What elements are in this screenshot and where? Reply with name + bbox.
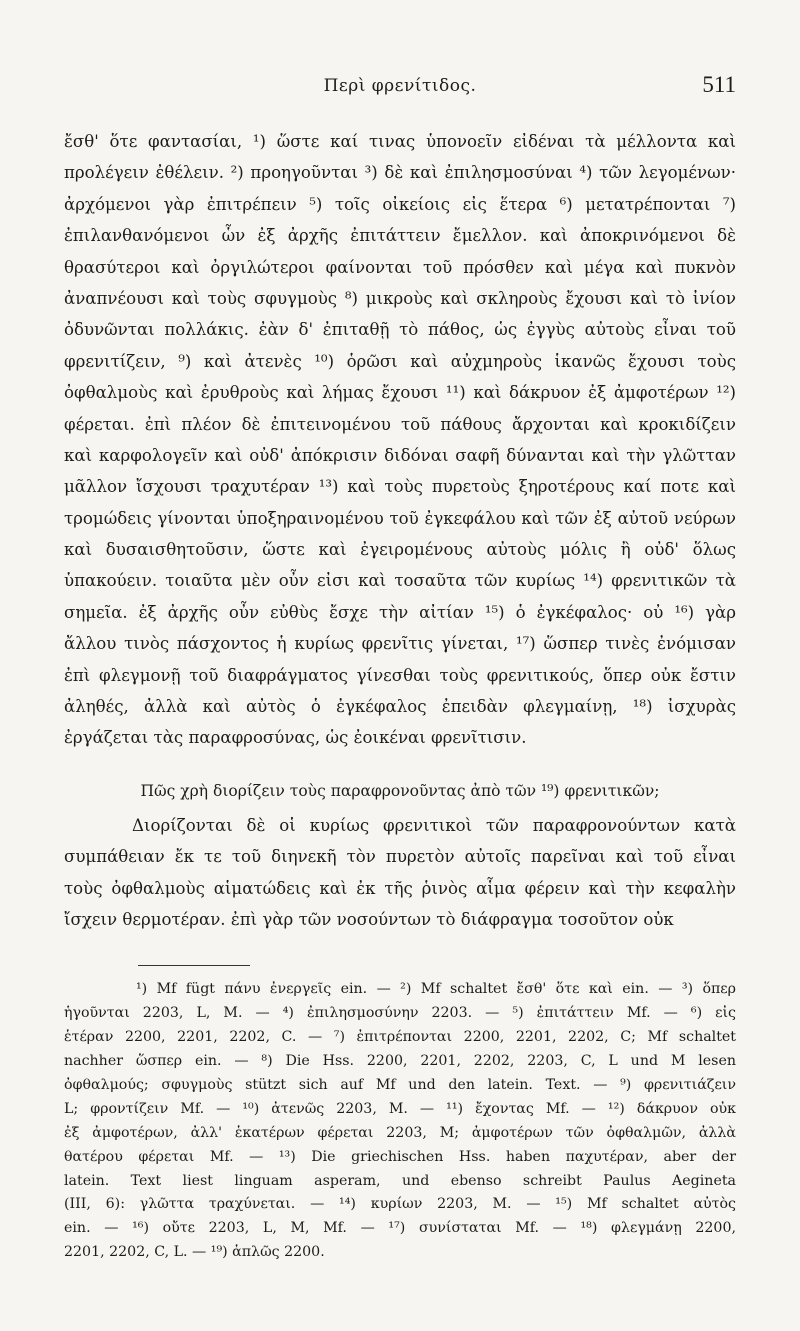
main-line: ἀληθές, ἀλλὰ καὶ αὐτὸς ὁ ἐγκέφαλος ἐπειδὰν φλεγμαίνῃ, ¹⁸) ἰσχυρὰς	[64, 697, 736, 717]
main-line: ἐργάζεται τὰς παραφροσύνας, ὡς ἐοικέναι φρενῖτισιν.	[64, 728, 527, 748]
main-text	[64, 126, 736, 935]
main-line: ὀδυνῶνται πολλάκις. ἐὰν δ' ἐπιταθῇ τὸ πάθος, ὡς ἐγγὺς αὐτοὺς εἶναι τοῦ	[64, 320, 736, 340]
main-paragraph	[64, 126, 736, 754]
section-line: Διορίζονται δὲ οἱ κυρίως φρενιτικοὶ τῶν παραφρονούντων κατὰ	[132, 815, 736, 835]
main-line: ἔσθ' ὅτε φαντασίαι, ¹) ὥστε καί τινας ὑπονοεῖν εἰδέναι τὰ μέλλοντα καὶ	[64, 132, 736, 151]
footnote-line: ἐξ ἀμφοτέρων, ἀλλ' ἑκατέρων φέρεται 2203, M; ἀμφοτέρων τῶν ὀφθαλμῶν, ἀλλὰ	[64, 1124, 736, 1141]
main-line: ὀφθαλμοὺς καὶ ἐρυθροὺς καὶ λήμας ἔχουσι ¹¹) καὶ δάκρυον ἐξ ἀμφοτέρων ¹²)	[64, 383, 736, 403]
footnotes	[64, 978, 736, 1265]
main-line: καὶ δυσαισθητοῦσιν, ὥστε καὶ ἐγειρομένους αὐτοὺς μόλις ἢ οὐδ' ὅλως	[64, 540, 736, 560]
main-line: τρομώδεις γίνονται ὑποξηραινομένου τοῦ ἐγκεφάλου καὶ τῶν ἐξ αὐτοῦ νεύρων	[64, 508, 736, 528]
main-line: ὑπακούειν. τοιαῦτα μὲν οὖν εἰσι καὶ τοσαῦτα τῶν κυρίως ¹⁴) φρενιτικῶν τὰ	[64, 571, 736, 591]
footnote-line: ein. — ¹⁶) οὔτε 2203, L, M, Mf. — ¹⁷) συνίσταται Mf. — ¹⁸) φλεγμάνῃ 2200,	[64, 1220, 736, 1237]
main-line: ἀναπνέουσι καὶ τοὺς σφυγμοὺς ⁸) μικροὺς καὶ σκληροὺς ἔχουσι καὶ τὸ ἰνίον	[64, 288, 736, 308]
footnote-line: nachher ὥσπερ ein. — ⁸) Die Hss. 2200, 2201, 2202, 2203, C, L und M lesen	[64, 1053, 736, 1070]
footnote-line: θατέρου φέρεται Mf. — ¹³) Die griechischen Hss. haben παχυτέραν, aber der	[64, 1148, 736, 1165]
main-line: φέρεται. ἐπὶ πλέον δὲ ἐπιτεινομένου τοῦ πάθους ἄρχονται καὶ κροκιδίζειν	[64, 414, 736, 434]
running-title: Περὶ φρενίτιδος.	[323, 76, 477, 96]
footnote-line: ἡγοῦνται 2203, L, M. — ⁴) ἐπιλησμοσύνην 2203. — ⁵) ἐπιτάττειν Mf. — ⁶) εἰς	[64, 1005, 736, 1022]
section-paragraph	[64, 810, 736, 936]
main-line: ἐπιλανθανόμενοι ὧν ἐξ ἀρχῆς ἐπιτάττειν ἔμελλον. καὶ ἀποκρινόμενοι δὲ	[64, 226, 736, 246]
section-line: τοὺς ὀφθαλμοὺς αἱματώδεις καὶ ἐκ τῆς ῥινὸς αἷμα φέρειν καὶ τὴν κεφαλὴν	[64, 878, 736, 898]
footnote-rule	[138, 965, 250, 966]
footnote-line: ἑτέραν 2200, 2201, 2202, C. — ⁷) ἐπιτρέπονται 2200, 2201, 2202, C; Mf schaltet	[64, 1029, 736, 1046]
footnote-line: ὀφθαλμούς; σφυγμοὺς stützt sich auf Mf und den latein. Text. — ⁹) φρενιτιάζειν	[64, 1076, 736, 1093]
book-page	[64, 72, 736, 1265]
main-line: θρασύτεροι καὶ ὀργιλώτεροι φαίνονται τοῦ πρόσθεν καὶ μέγα καὶ πυκνὸν	[64, 257, 736, 277]
footnote-line: ¹) Mf fügt πάνυ ἐνεργεῖς ein. — ²) Mf schaltet ἔσθ' ὅτε καὶ ein. — ³) ὅπερ	[136, 981, 736, 998]
section-line: ἴσχειν θερμοτέραν. ἐπὶ γὰρ τῶν νοσούντων τὸ διάφραγμα τοσοῦτον οὐκ	[64, 909, 674, 929]
main-line: μᾶλλον ἴσχουσι τραχυτέραν ¹³) καὶ τοὺς πυρετοὺς ξηροτέρους καί ποτε καὶ	[64, 477, 736, 497]
main-line: ἄλλου τινὸς πάσχοντος ἡ κυρίως φρενῖτις γίνεται, ¹⁷) ὥσπερ τινὲς ἐνόμισαν	[64, 634, 736, 654]
section-heading: Πῶς χρὴ διορίζειν τοὺς παραφρονοῦντας ἀπὸ τῶν ¹⁹) φρενιτικῶν;	[140, 781, 660, 800]
main-line: ἀρχόμενοι γὰρ ἐπιτρέπειν ⁵) τοῖς οἰκείοις εἰς ἕτερα ⁶) μετατρέπονται ⁷)	[64, 194, 736, 214]
footnote-line: latein. Text liest linguam asperam, und ebenso schreibt Paulus Aegineta	[64, 1172, 736, 1189]
footnote-line: L; φροντίζειν Mf. — ¹⁰) ἀτενῶς 2203, M. — ¹¹) ἔχοντας Mf. — ¹²) δάκρυον οὐκ	[64, 1100, 736, 1117]
main-line: ἐπὶ φλεγμονῇ τοῦ διαφράγματος γίνεσθαι τοὺς φρενιτικούς, ὅπερ οὐκ ἔστιν	[64, 665, 736, 685]
section-line: συμπάθειαν ἔκ τε τοῦ διηνεκῆ τὸν πυρετὸν αὐτοῖς παρεῖναι καὶ τοῦ εἶναι	[64, 847, 736, 867]
footnote-line: 2201, 2202, C, L. — ¹⁹) ἁπλῶς 2200.	[64, 1244, 325, 1261]
page-number: 511	[702, 72, 736, 97]
main-line: προλέγειν ἐθέλειν. ²) προηγοῦνται ³) δὲ καὶ ἐπιλησμοσύναι ⁴) τῶν λεγομένων·	[64, 163, 736, 183]
main-line: καὶ καρφολογεῖν καὶ οὐδ' ἀπόκρισιν διδόναι σαφῆ δύνανται καὶ τὴν γλῶτταν	[64, 445, 736, 465]
main-line: φρενιτίζειν, ⁹) καὶ ἀτενὲς ¹⁰) ὁρῶσι καὶ αὐχμηροὺς ἱκανῶς ἔχουσι τοὺς	[64, 351, 736, 371]
page-header	[64, 72, 736, 112]
footnote-line: (III, 6): γλῶττα τραχύνεται. — ¹⁴) κυρίων 2203, M. — ¹⁵) Mf schaltet αὐτὸς	[64, 1196, 736, 1213]
main-line: σημεῖα. ἐξ ἀρχῆς οὖν εὐθὺς ἔσχε τὴν αἰτίαν ¹⁵) ὁ ἐγκέφαλος· οὐ ¹⁶) γὰρ	[64, 602, 736, 622]
